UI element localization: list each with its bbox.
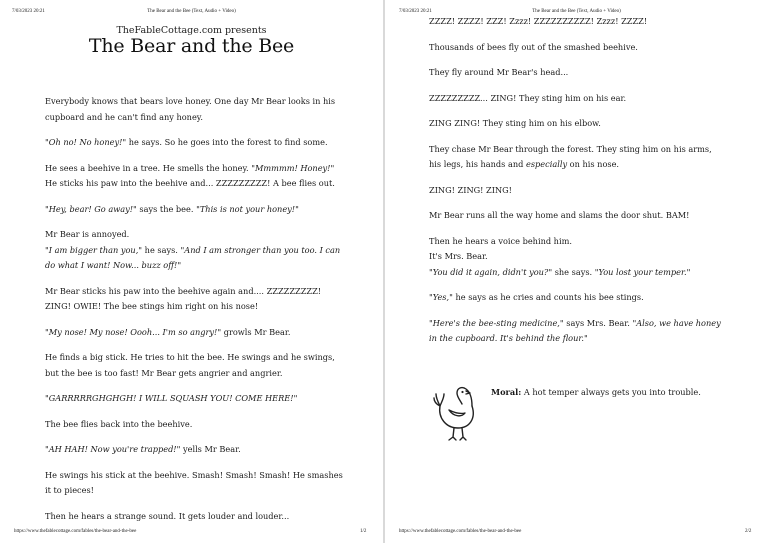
quote: "Hey, bear! Go away!" — [45, 203, 137, 214]
print-date: 7/03/2023 20:21 — [12, 9, 45, 14]
paragraph: "AH HAH! Now you're trapped!" yells Mr Bear. — [45, 444, 241, 454]
paragraph: "Oh no! No honey!" he says. So he goes into the forest to find some. — [45, 137, 328, 147]
footer-url[interactable]: https://www.thefablecottage.com/fables/the-bear-and-the-bee — [399, 529, 522, 534]
paragraph: They chase Mr Bear through the forest. They sting him on his arms, his legs, his hands and especially on his nose. — [429, 143, 712, 169]
paragraph: "Hey, bear! Go away!" says the bee. "This is not your honey!" — [45, 203, 299, 214]
quote: "Oh no! No honey!" — [45, 137, 127, 147]
quote: "AH HAH! Now you're trapped!" — [45, 444, 181, 454]
paragraph: Mr Bear runs all the way home and slams the door shut. BAM! — [429, 210, 690, 220]
paragraph: They fly around Mr Bear's head... — [429, 67, 569, 77]
paragraph: "My nose! My nose! Oooh... I'm so angry!" growls Mr Bear. — [45, 326, 291, 337]
emphasis: especially — [525, 159, 568, 169]
paragraph: Everybody knows that bears love honey. One day Mr Bear looks in his cupboard and he can't find any honey. — [45, 96, 336, 122]
paragraph: "Here's the bee-sting medicine," says Mrs. Bear. "Also, we have honey in the cupboard. It's behind the flour." — [429, 317, 721, 343]
moral-text: Moral: A hot temper always gets you into trouble. — [491, 387, 701, 397]
paragraph: The bee flies back into the beehive. — [45, 418, 193, 429]
paragraph: ZZZZZZZZZ... ZING! They sting him on his ear. — [429, 92, 627, 103]
paragraph: Thousands of bees fly out of the smashed beehive. — [429, 41, 638, 52]
print-title: The Bear and the Bee (Text, Audio + Video) — [532, 9, 621, 14]
paragraph: Mr Bear sticks his paw into the beehive again and.... ZZZZZZZZZ! ZING! OWIE! The bee stings him right on his nose! — [45, 285, 322, 311]
quote: "You did it again, didn't you?" — [429, 266, 553, 277]
quote: "Mmmmm! Honey!" — [251, 162, 335, 173]
paragraph: Mr Bear is annoyed. "I am bigger than you," he says. "And I am stronger than you too. I can do what I want! Now... buzz off!" — [45, 229, 341, 270]
quote: "I am bigger than you," — [45, 244, 143, 255]
chicken-icon — [432, 382, 484, 442]
quote: "Here's the bee-sting medicine," — [429, 317, 564, 328]
pdf-page-2 — [385, 0, 768, 543]
story-title: The Bear and the Bee — [88, 35, 295, 57]
print-title: The Bear and the Bee (Text, Audio + Video) — [147, 9, 236, 14]
page-number: 1/2 — [360, 529, 367, 534]
quote: "My nose! My nose! Oooh... I'm so angry!" — [45, 326, 222, 337]
moral-label: Moral: — [491, 387, 522, 397]
paragraph: ZZZZ! ZZZZ! ZZZ! Zzzz! ZZZZZZZZZZ! Zzzz! ZZZZ! — [429, 16, 648, 26]
story-body-page-1 — [45, 94, 345, 534]
quote: "This is not your honey!" — [196, 203, 299, 214]
quote: "GARRRRRGHGHGH! I WILL SQUASH YOU! COME HERE!" — [45, 393, 298, 403]
print-date: 7/03/2023 20:21 — [399, 9, 432, 14]
paragraph: He finds a big stick. He tries to hit the bee. He swings and he swings, but the bee is too fast! Mr Bear gets angrier and angrier. — [45, 352, 335, 378]
story-body-page-2 — [429, 14, 725, 357]
paragraph: He sees a beehive in a tree. He smells the honey. "Mmmmm! Honey!" He sticks his paw into the beehive and... ZZZZZZZZZ! A bee flies out. — [45, 162, 335, 188]
pdf-page-1 — [0, 0, 383, 543]
paragraph — [45, 391, 345, 407]
site-name: TheFableCottage.com presents — [116, 25, 267, 36]
paragraph: He swings his stick at the beehive. Smash! Smash! Smash! He smashes it to pieces! — [45, 469, 343, 495]
paragraph: Then he hears a strange sound. It gets louder and louder... — [45, 510, 290, 521]
paragraph: Then he hears a voice behind him. It's Mrs. Bear. "You did it again, didn't you?" she says. "You lost your temper." — [429, 235, 691, 277]
paragraph: ZING! ZING! ZING! — [429, 184, 512, 195]
footer-url[interactable]: https://www.thefablecottage.com/fables/the-bear-and-the-bee — [14, 529, 137, 534]
quote: "You lost your temper." — [594, 266, 691, 277]
quote: "And I am stronger than you too. I can do what I want! Now... buzz off!" — [45, 244, 341, 270]
page-number: 2/2 — [745, 529, 752, 534]
quote: "Yes," — [429, 292, 453, 302]
quote: "Also, we have honey in the cupboard. It's behind the flour." — [429, 317, 721, 343]
paragraph: "Yes," he says as he cries and counts his bee stings. — [429, 292, 644, 302]
paragraph: ZING ZING! They sting him on his elbow. — [429, 118, 601, 128]
